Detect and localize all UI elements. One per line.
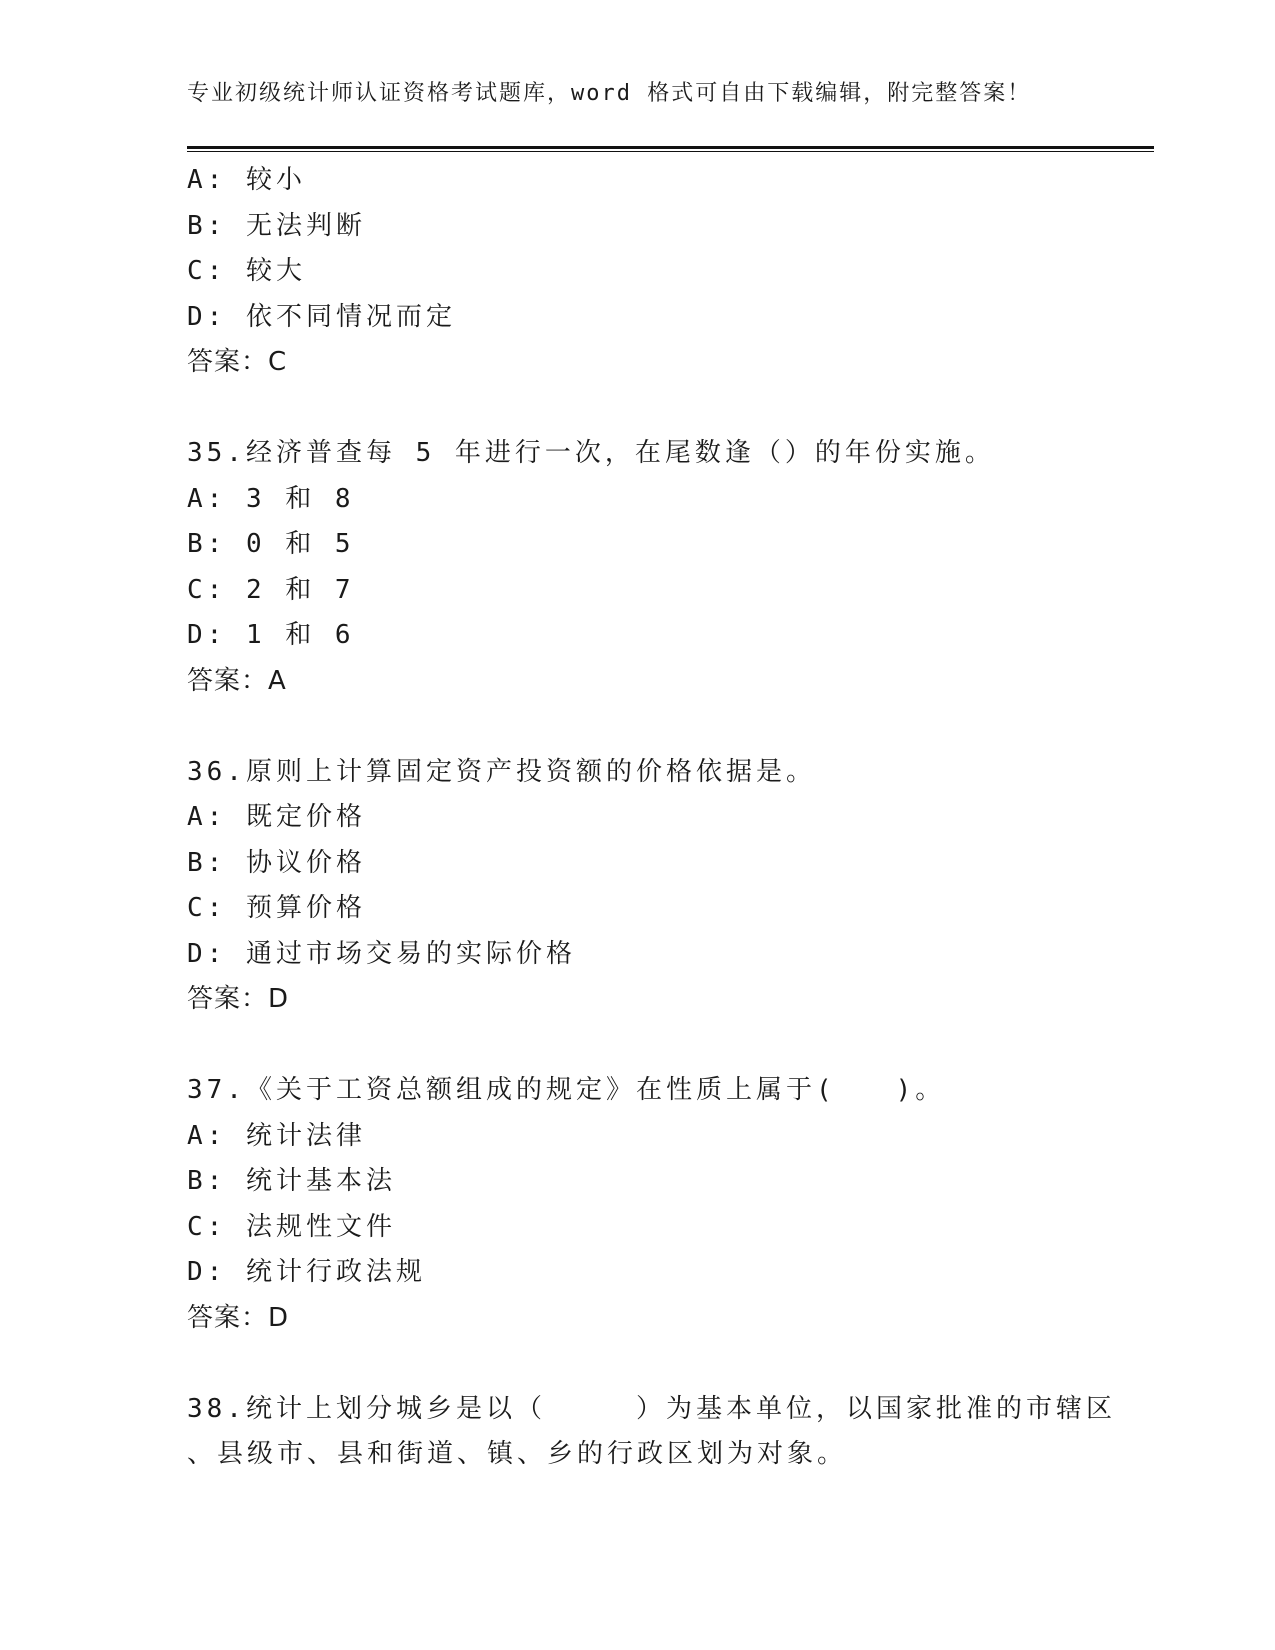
- question-36: [187, 750, 1087, 1023]
- question-text: 36.原则上计算固定资产投资额的价格依据是。: [187, 756, 816, 787]
- question-38: [187, 1387, 1116, 1478]
- answer: 答案：D: [187, 1302, 290, 1333]
- option-d: D: 统计行政法规: [187, 1257, 426, 1287]
- spacer: [187, 386, 1087, 432]
- option-a: A: 既定价格: [187, 802, 366, 832]
- document-body: [187, 158, 1116, 1478]
- spacer: [187, 704, 1087, 750]
- answer: 答案：A: [187, 665, 287, 696]
- option-b: B: 协议价格: [187, 847, 366, 878]
- question-text-line-1: 38.统计上划分城乡是以（ ）为基本单位，以国家批准的市辖区: [187, 1393, 1116, 1424]
- page-header: 专业初级统计师认证资格考试题库，word 格式可自由下载编辑，附完整答案！: [187, 81, 1032, 106]
- header-rule-thick: [187, 146, 1154, 149]
- option-c: C: 预算价格: [187, 893, 366, 923]
- option-d: D: 1 和 6: [187, 620, 355, 650]
- option-c: C: 2 和 7: [187, 574, 355, 605]
- answer: 答案：D: [187, 984, 290, 1014]
- question-37: [187, 1068, 1087, 1341]
- answer: 答案：C: [187, 347, 288, 377]
- option-a: A: 3 和 8: [187, 483, 355, 514]
- question-text: 37.《关于工资总额组成的规定》在性质上属于( )。: [187, 1075, 946, 1105]
- question-text-line-2: 、县级市、县和街道、镇、乡的行政区划为对象。: [187, 1439, 848, 1469]
- option-c: C: 较大: [187, 256, 306, 286]
- spacer: [187, 1023, 1087, 1069]
- question-34-continued: [187, 158, 1087, 386]
- option-a: A: 较小: [187, 165, 306, 195]
- header-rule-thin: [187, 151, 1154, 152]
- spacer: [187, 1341, 1087, 1387]
- question-35: [187, 431, 1087, 704]
- option-c: C: 法规性文件: [187, 1211, 396, 1242]
- option-d: D: 通过市场交易的实际价格: [187, 938, 576, 969]
- option-a: A: 统计法律: [187, 1120, 366, 1151]
- question-text: 35.经济普查每 5 年进行一次，在尾数逢（）的年份实施。: [187, 438, 995, 468]
- option-b: B: 0 和 5: [187, 529, 355, 559]
- option-d: D: 依不同情况而定: [187, 301, 456, 332]
- option-b: B: 无法判断: [187, 210, 366, 241]
- option-b: B: 统计基本法: [187, 1166, 396, 1196]
